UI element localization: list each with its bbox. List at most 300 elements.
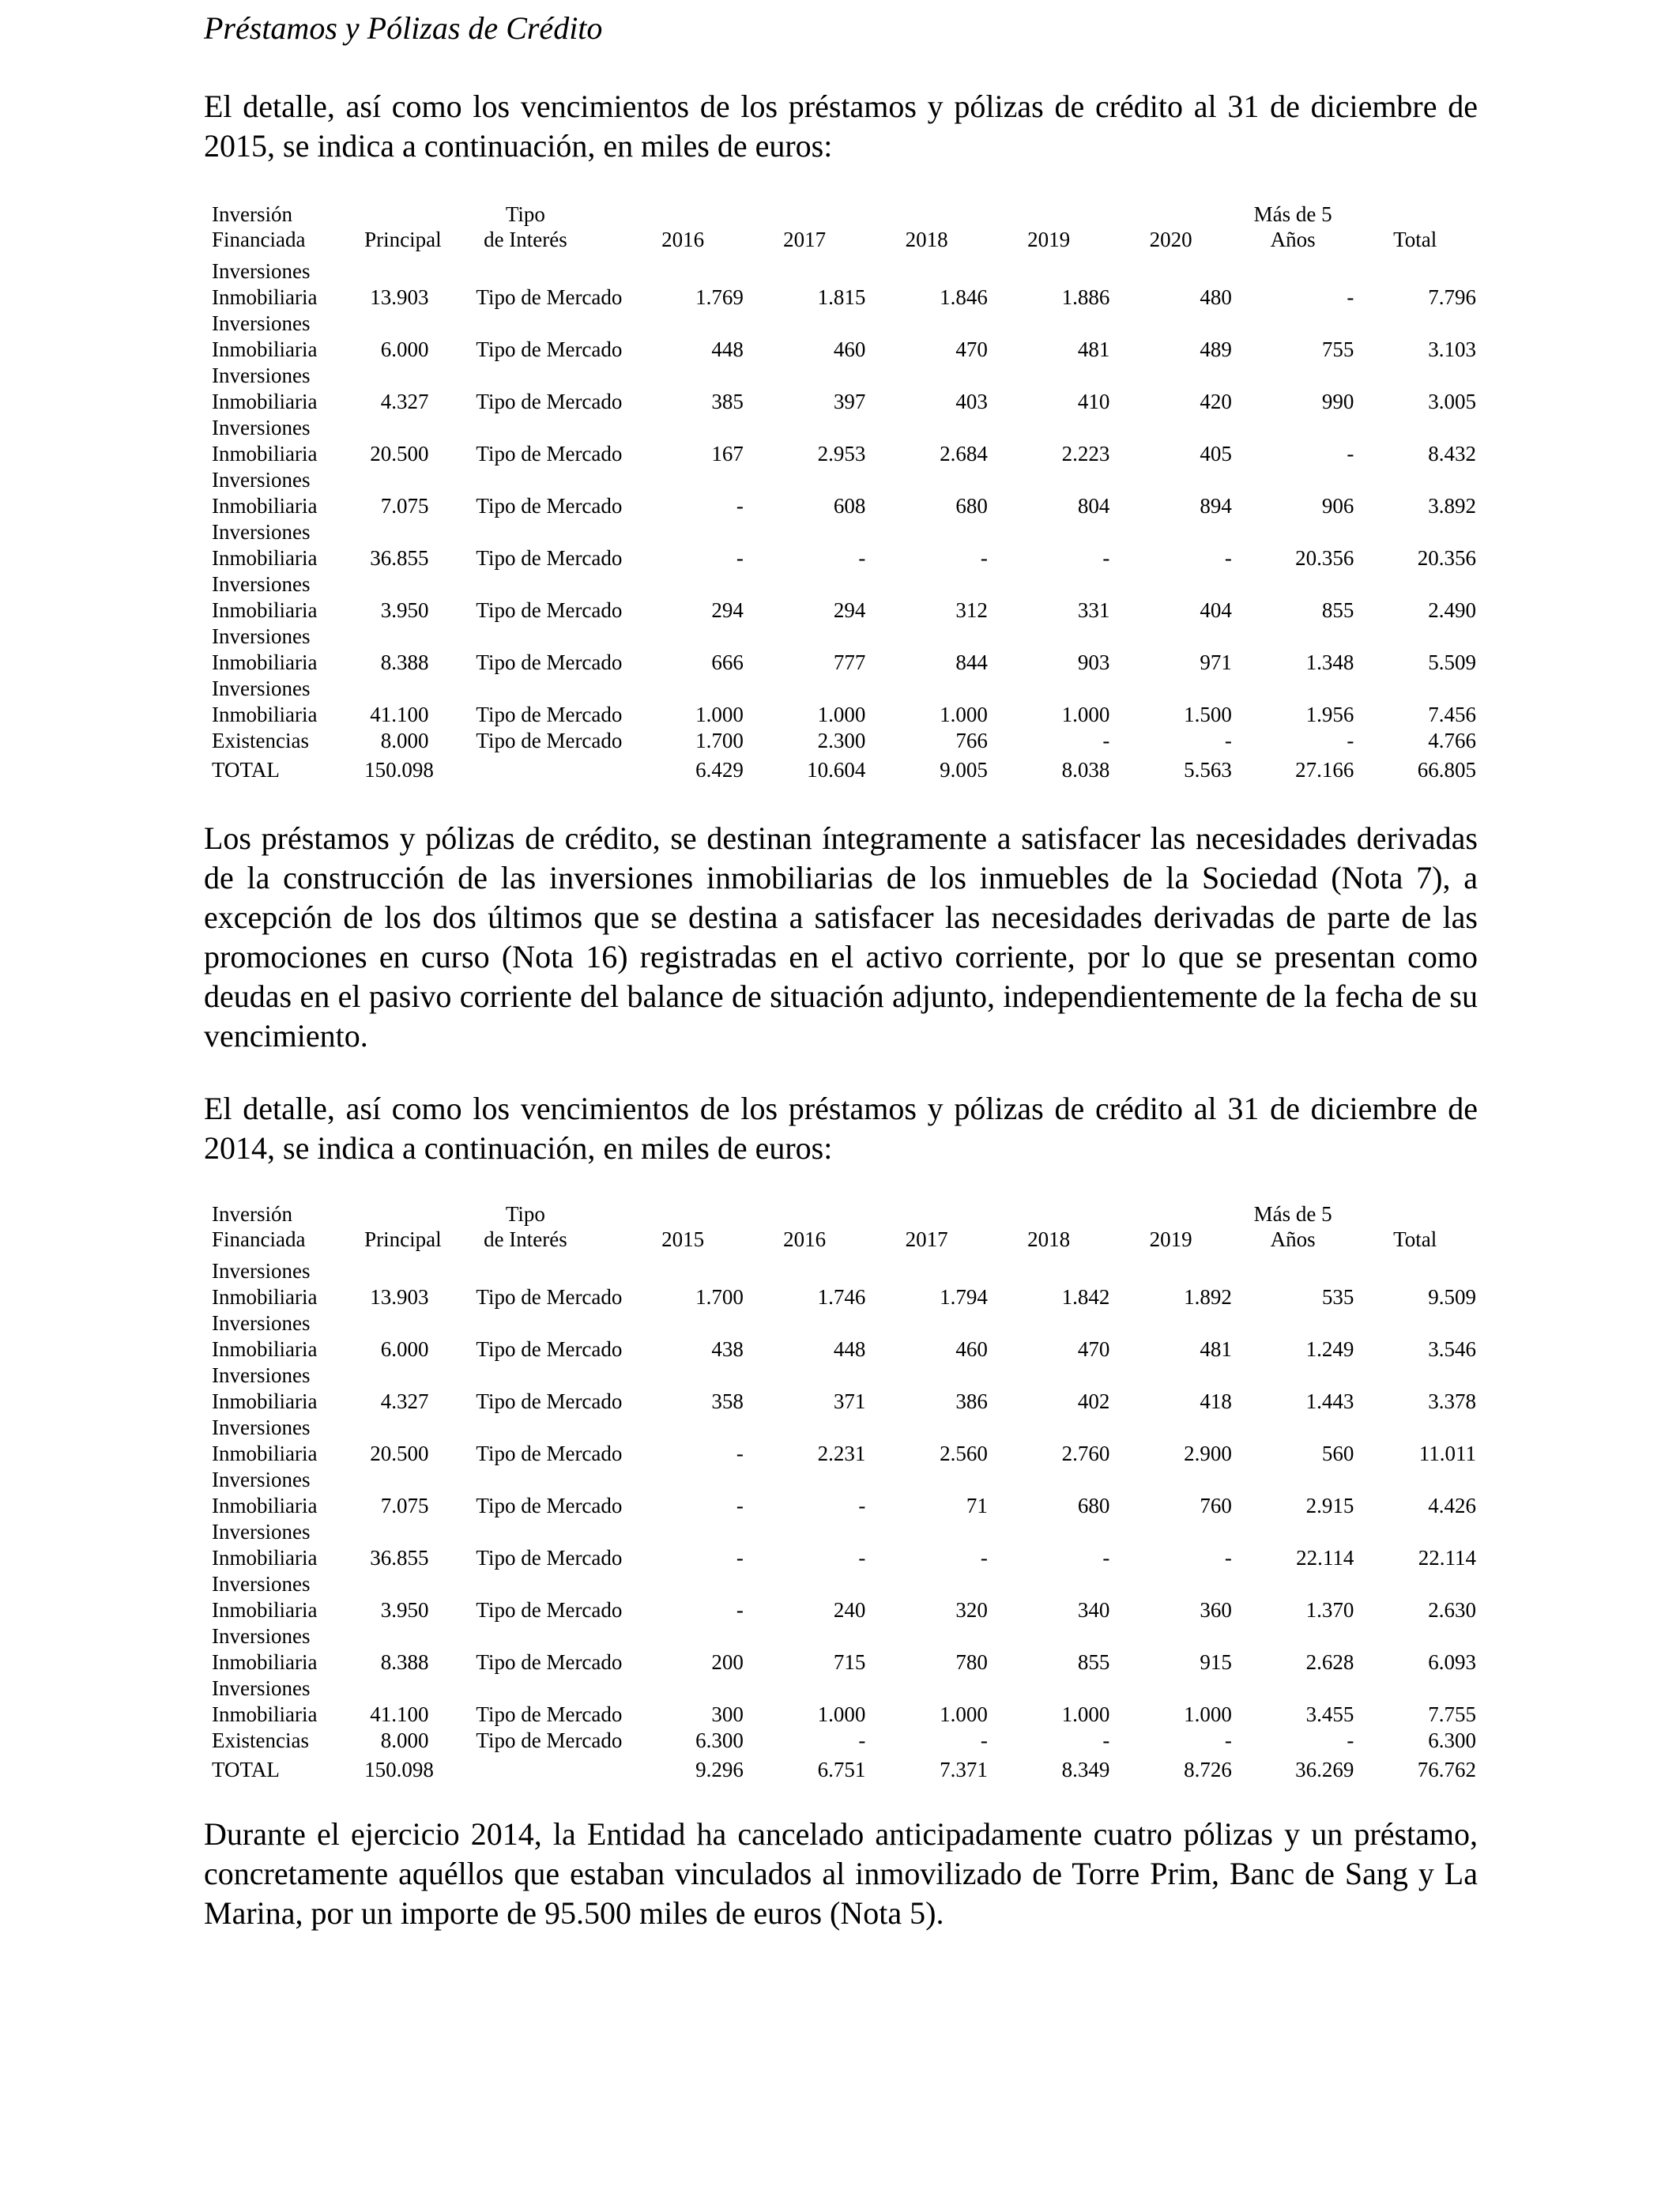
cell-inversion-line: Inversiones bbox=[212, 1676, 311, 1700]
header-tipo-line: de Interés bbox=[484, 228, 567, 251]
header-mas-5-line: Más de 5 bbox=[1253, 202, 1332, 226]
cell-inversion-line: Inmobiliaria bbox=[212, 650, 318, 674]
cell-value: 438 bbox=[711, 1337, 744, 1361]
cell-principal: 20.500 bbox=[370, 442, 429, 466]
header-tipo-line: de Interés bbox=[484, 1227, 567, 1251]
header-row bbox=[212, 202, 1476, 258]
cell-tipo: Tipo de Mercado bbox=[476, 546, 623, 570]
cell-principal: 8.000 bbox=[380, 729, 429, 752]
cell-value: 1.000 bbox=[1061, 1702, 1110, 1726]
header-inversion bbox=[212, 1201, 364, 1258]
cell-value: 300 bbox=[711, 1702, 744, 1726]
cell-principal: 13.903 bbox=[370, 1285, 429, 1309]
cell-value: 780 bbox=[955, 1650, 988, 1674]
cell-value: 1.815 bbox=[817, 285, 866, 309]
total-row bbox=[212, 1754, 1476, 1783]
cell-value: 1.000 bbox=[695, 703, 744, 726]
header-year: 2018 bbox=[905, 228, 948, 251]
cell-tipo: Tipo de Mercado bbox=[476, 1285, 623, 1309]
table-row bbox=[212, 1258, 1476, 1310]
cell-value: 680 bbox=[1077, 1494, 1110, 1517]
cell-value: 2.223 bbox=[1061, 442, 1110, 466]
cell-inversion-line: Inmobiliaria bbox=[212, 1650, 318, 1674]
cell-value: 855 bbox=[1321, 598, 1354, 622]
cell-inversion bbox=[212, 363, 364, 415]
cell-value: - bbox=[736, 1546, 744, 1570]
cell-inversion-line: Inversiones bbox=[212, 1259, 311, 1283]
cell-inversion bbox=[212, 728, 364, 754]
table-row bbox=[212, 624, 1476, 676]
cell-principal: 36.855 bbox=[370, 546, 429, 570]
cell-inversion-line: Inversiones bbox=[212, 416, 311, 439]
cell-value: 410 bbox=[1077, 390, 1110, 413]
cell-inversion-line: Inversiones bbox=[212, 572, 311, 596]
header-year: 2017 bbox=[783, 228, 827, 251]
cell-value: 460 bbox=[955, 1337, 988, 1361]
cell-value: 20.356 bbox=[1417, 546, 1476, 570]
cell-total-principal: 150.098 bbox=[364, 1758, 434, 1781]
total-row bbox=[212, 754, 1476, 783]
cell-tipo: Tipo de Mercado bbox=[476, 703, 623, 726]
cell-value: - bbox=[1102, 546, 1110, 570]
cell-tipo: Tipo de Mercado bbox=[476, 1702, 623, 1726]
cell-value: 448 bbox=[833, 1337, 866, 1361]
cell-value: 608 bbox=[833, 494, 866, 518]
header-inversion-line: Financiada bbox=[212, 228, 306, 251]
cell-value: 1.842 bbox=[1061, 1285, 1110, 1309]
cell-value: 535 bbox=[1321, 1285, 1354, 1309]
cell-inversion-line: Inmobiliaria bbox=[212, 1494, 318, 1517]
table-row bbox=[212, 1728, 1476, 1754]
header-row bbox=[212, 1201, 1476, 1258]
cell-total-value: 6.429 bbox=[695, 758, 744, 782]
cell-value: - bbox=[1224, 1546, 1232, 1570]
cell-value: 903 bbox=[1077, 650, 1110, 674]
cell-value: - bbox=[736, 1442, 744, 1465]
cell-inversion-line: Inversiones bbox=[212, 311, 311, 335]
cell-inversion bbox=[212, 1676, 364, 1728]
cell-value: - bbox=[980, 1546, 988, 1570]
table-row bbox=[212, 1623, 1476, 1676]
cell-value: 386 bbox=[955, 1389, 988, 1413]
cell-inversion-line: Inmobiliaria bbox=[212, 285, 318, 309]
cell-principal: 4.327 bbox=[380, 390, 429, 413]
cell-value: 755 bbox=[1321, 337, 1354, 361]
cell-value: 1.000 bbox=[1061, 703, 1110, 726]
cell-inversion-line: Inmobiliaria bbox=[212, 442, 318, 466]
header-year: 2018 bbox=[1027, 1227, 1071, 1251]
header-year: 2019 bbox=[1149, 1227, 1192, 1251]
header-total: Total bbox=[1393, 1227, 1437, 1251]
cell-inversion-line: Inmobiliaria bbox=[212, 598, 318, 622]
header-mas-5 bbox=[1232, 1201, 1354, 1258]
cell-principal: 6.000 bbox=[380, 337, 429, 361]
cell-value: 915 bbox=[1200, 1650, 1232, 1674]
cell-inversion bbox=[212, 311, 364, 363]
table-row bbox=[212, 1310, 1476, 1363]
cell-value: 1.370 bbox=[1305, 1598, 1354, 1622]
cell-inversion-line: Inversiones bbox=[212, 1363, 311, 1387]
cell-total-value: 8.726 bbox=[1184, 1758, 1232, 1781]
cell-value: - bbox=[736, 546, 744, 570]
cell-value: 312 bbox=[955, 598, 988, 622]
table-row bbox=[212, 258, 1476, 311]
section-title: Préstamos y Pólizas de Crédito bbox=[204, 10, 603, 46]
table-row bbox=[212, 676, 1476, 728]
cell-total-value: 66.805 bbox=[1417, 758, 1476, 782]
cell-inversion-line: Inmobiliaria bbox=[212, 337, 318, 361]
cell-value: 480 bbox=[1200, 285, 1232, 309]
cell-value: 294 bbox=[711, 598, 744, 622]
cell-inversion-line: Inversiones bbox=[212, 520, 311, 544]
header-year: 2020 bbox=[1149, 228, 1192, 251]
header-tipo-line: Tipo bbox=[505, 202, 545, 226]
cell-value: 3.892 bbox=[1428, 494, 1476, 518]
cell-value: 7.755 bbox=[1428, 1702, 1476, 1726]
header-tipo-line: Tipo bbox=[505, 1202, 545, 1226]
cell-value: 320 bbox=[955, 1598, 988, 1622]
cell-value: 22.114 bbox=[1296, 1546, 1354, 1570]
cell-tipo: Tipo de Mercado bbox=[476, 1494, 623, 1517]
cell-inversion bbox=[212, 1571, 364, 1623]
header-mas-5-line: Años bbox=[1270, 228, 1316, 251]
cell-value: 5.509 bbox=[1428, 650, 1476, 674]
cell-inversion-line: Existencias bbox=[212, 729, 309, 752]
cell-value: 2.915 bbox=[1305, 1494, 1354, 1517]
header-inversion-line: Inversión bbox=[212, 1202, 292, 1226]
cell-value: 844 bbox=[955, 650, 988, 674]
cell-inversion-line: Inversiones bbox=[212, 1572, 311, 1596]
cell-tipo: Tipo de Mercado bbox=[476, 650, 623, 674]
cell-tipo: Tipo de Mercado bbox=[476, 1728, 623, 1752]
cell-tipo: Tipo de Mercado bbox=[476, 1650, 623, 1674]
cell-inversion bbox=[212, 415, 364, 467]
cell-value: 340 bbox=[1077, 1598, 1110, 1622]
cell-total-value: 76.762 bbox=[1417, 1758, 1476, 1781]
cell-tipo: Tipo de Mercado bbox=[476, 1389, 623, 1413]
cell-inversion bbox=[212, 258, 364, 311]
cell-value: 971 bbox=[1200, 650, 1232, 674]
cell-value: 1.500 bbox=[1184, 703, 1232, 726]
header-mas-5-line: Más de 5 bbox=[1253, 1202, 1332, 1226]
cell-inversion-line: Inmobiliaria bbox=[212, 390, 318, 413]
table-row bbox=[212, 363, 1476, 415]
cell-principal: 41.100 bbox=[370, 703, 429, 726]
cell-value: 1.000 bbox=[940, 703, 988, 726]
cell-inversion-line: Inversiones bbox=[212, 259, 311, 283]
cell-inversion-line: Inversiones bbox=[212, 1468, 311, 1491]
cell-value: - bbox=[736, 494, 744, 518]
cell-value: 1.000 bbox=[1184, 1702, 1232, 1726]
cell-inversion-line: Inversiones bbox=[212, 677, 311, 700]
cell-inversion-line: Inversiones bbox=[212, 1416, 311, 1439]
paragraph-intro-2015: El detalle, así como los vencimientos de los préstamos y pólizas de crédito al 31 de diciembre de 2015, se indica a continuación, en miles de euros: bbox=[204, 89, 1478, 164]
cell-value: - bbox=[858, 1494, 866, 1517]
cell-inversion-line: Inmobiliaria bbox=[212, 1285, 318, 1309]
cell-value: 766 bbox=[955, 729, 988, 752]
cell-value: 894 bbox=[1200, 494, 1232, 518]
cell-value: - bbox=[1347, 442, 1354, 466]
cell-principal: 4.327 bbox=[380, 1389, 429, 1413]
loans-table-2015 bbox=[212, 202, 1476, 783]
cell-total-value: 5.563 bbox=[1184, 758, 1232, 782]
cell-total-value: 6.751 bbox=[817, 1758, 866, 1781]
cell-value: 489 bbox=[1200, 337, 1232, 361]
cell-inversion bbox=[212, 1258, 364, 1310]
cell-tipo: Tipo de Mercado bbox=[476, 442, 623, 466]
cell-value: 715 bbox=[833, 1650, 866, 1674]
cell-value: 371 bbox=[833, 1389, 866, 1413]
cell-inversion-line: Inmobiliaria bbox=[212, 1337, 318, 1361]
cell-value: 990 bbox=[1321, 390, 1354, 413]
header-principal: Principal bbox=[364, 228, 442, 251]
cell-value: 1.892 bbox=[1184, 1285, 1232, 1309]
cell-value: 4.426 bbox=[1428, 1494, 1476, 1517]
table-row bbox=[212, 1571, 1476, 1623]
cell-value: 200 bbox=[711, 1650, 744, 1674]
cell-inversion bbox=[212, 1310, 364, 1363]
cell-inversion bbox=[212, 1415, 364, 1467]
loans-table-2014 bbox=[212, 1201, 1476, 1783]
cell-value: 470 bbox=[1077, 1337, 1110, 1361]
cell-tipo: Tipo de Mercado bbox=[476, 1442, 623, 1465]
cell-principal: 6.000 bbox=[380, 1337, 429, 1361]
cell-value: 418 bbox=[1200, 1389, 1232, 1413]
cell-value: 402 bbox=[1077, 1389, 1110, 1413]
cell-value: 1.348 bbox=[1305, 650, 1354, 674]
cell-value: 2.628 bbox=[1305, 1650, 1354, 1674]
cell-value: 397 bbox=[833, 390, 866, 413]
cell-inversion-line: Inmobiliaria bbox=[212, 494, 318, 518]
cell-value: 760 bbox=[1200, 1494, 1232, 1517]
cell-value: 1.000 bbox=[817, 703, 866, 726]
cell-value: 420 bbox=[1200, 390, 1232, 413]
cell-value: 403 bbox=[955, 390, 988, 413]
cell-tipo: Tipo de Mercado bbox=[476, 390, 623, 413]
cell-value: 460 bbox=[833, 337, 866, 361]
cell-value: 2.231 bbox=[817, 1442, 866, 1465]
cell-principal: 3.950 bbox=[380, 598, 429, 622]
cell-value: 481 bbox=[1077, 337, 1110, 361]
cell-value: 855 bbox=[1077, 1650, 1110, 1674]
cell-value: 1.000 bbox=[940, 1702, 988, 1726]
cell-total-value: 36.269 bbox=[1295, 1758, 1354, 1781]
cell-total-label: TOTAL bbox=[212, 758, 280, 782]
cell-value: 1.700 bbox=[695, 729, 744, 752]
cell-value: - bbox=[1347, 729, 1354, 752]
header-total: Total bbox=[1393, 228, 1437, 251]
cell-value: 1.956 bbox=[1305, 703, 1354, 726]
cell-value: 385 bbox=[711, 390, 744, 413]
cell-value: 560 bbox=[1321, 1442, 1354, 1465]
cell-tipo: Tipo de Mercado bbox=[476, 729, 623, 752]
header-mas-5 bbox=[1232, 202, 1354, 258]
cell-value: 6.300 bbox=[695, 1728, 744, 1752]
cell-value: 358 bbox=[711, 1389, 744, 1413]
cell-tipo: Tipo de Mercado bbox=[476, 598, 623, 622]
cell-principal: 8.000 bbox=[380, 1728, 429, 1752]
cell-inversion bbox=[212, 519, 364, 571]
cell-value: 2.684 bbox=[940, 442, 988, 466]
cell-value: 1.249 bbox=[1305, 1337, 1354, 1361]
cell-inversion bbox=[212, 1467, 364, 1519]
cell-inversion-line: Inmobiliaria bbox=[212, 703, 318, 726]
header-mas-5-line: Años bbox=[1270, 1227, 1316, 1251]
paragraph-intro-2014: El detalle, así como los vencimientos de los préstamos y pólizas de crédito al 31 de diciembre de 2014, se indica a continuación, en miles de euros: bbox=[204, 1091, 1478, 1166]
cell-value: - bbox=[1347, 285, 1354, 309]
table-row bbox=[212, 415, 1476, 467]
cell-value: 2.760 bbox=[1061, 1442, 1110, 1465]
table-row bbox=[212, 1415, 1476, 1467]
header-year: 2015 bbox=[661, 1227, 705, 1251]
cell-value: 405 bbox=[1200, 442, 1232, 466]
cell-principal: 41.100 bbox=[370, 1702, 429, 1726]
cell-value: - bbox=[1102, 729, 1110, 752]
header-inversion bbox=[212, 202, 364, 258]
cell-value: 331 bbox=[1077, 598, 1110, 622]
cell-value: 1.700 bbox=[695, 1285, 744, 1309]
cell-inversion bbox=[212, 676, 364, 728]
cell-inversion-line: Existencias bbox=[212, 1728, 309, 1752]
cell-total-value: 10.604 bbox=[807, 758, 866, 782]
table-row bbox=[212, 728, 1476, 754]
cell-value: 3.005 bbox=[1428, 390, 1476, 413]
cell-principal: 20.500 bbox=[370, 1442, 429, 1465]
cell-inversion-line: Inversiones bbox=[212, 1311, 311, 1335]
cell-value: 470 bbox=[955, 337, 988, 361]
cell-value: 3.103 bbox=[1428, 337, 1476, 361]
cell-inversion bbox=[212, 1519, 364, 1571]
header-year: 2019 bbox=[1027, 228, 1071, 251]
cell-total-tipo bbox=[428, 1754, 622, 1783]
cell-inversion-line: Inmobiliaria bbox=[212, 1702, 318, 1726]
cell-value: 2.560 bbox=[940, 1442, 988, 1465]
cell-total-label: TOTAL bbox=[212, 1758, 280, 1781]
cell-value: 680 bbox=[955, 494, 988, 518]
cell-value: - bbox=[1347, 1728, 1354, 1752]
cell-value: 2.300 bbox=[817, 729, 866, 752]
cell-value: 7.796 bbox=[1428, 285, 1476, 309]
table-row bbox=[212, 1519, 1476, 1571]
cell-principal: 8.388 bbox=[380, 650, 429, 674]
table-row bbox=[212, 519, 1476, 571]
cell-principal: 7.075 bbox=[380, 494, 429, 518]
table-row bbox=[212, 1467, 1476, 1519]
cell-principal: 7.075 bbox=[380, 1494, 429, 1517]
cell-value: 804 bbox=[1077, 494, 1110, 518]
cell-value: 3.546 bbox=[1428, 1337, 1476, 1361]
cell-value: 3.455 bbox=[1305, 1702, 1354, 1726]
cell-total-principal: 150.098 bbox=[364, 758, 434, 782]
table-row bbox=[212, 311, 1476, 363]
cell-value: - bbox=[736, 1598, 744, 1622]
cell-inversion-line: Inversiones bbox=[212, 624, 311, 648]
cell-total-value: 8.038 bbox=[1061, 758, 1110, 782]
cell-total-tipo bbox=[428, 754, 622, 783]
cell-tipo: Tipo de Mercado bbox=[476, 1337, 623, 1361]
cell-principal: 3.950 bbox=[380, 1598, 429, 1622]
cell-value: 2.900 bbox=[1184, 1442, 1232, 1465]
cell-value: 404 bbox=[1200, 598, 1232, 622]
table-row bbox=[212, 1363, 1476, 1415]
cell-total-value: 7.371 bbox=[940, 1758, 988, 1781]
cell-value: 360 bbox=[1200, 1598, 1232, 1622]
table-row bbox=[212, 571, 1476, 624]
cell-value: 167 bbox=[711, 442, 744, 466]
header-year: 2016 bbox=[783, 1227, 827, 1251]
cell-value: 8.432 bbox=[1428, 442, 1476, 466]
table-row bbox=[212, 467, 1476, 519]
cell-value: - bbox=[858, 1728, 866, 1752]
cell-value: 20.356 bbox=[1295, 546, 1354, 570]
cell-inversion-line: Inmobiliaria bbox=[212, 1546, 318, 1570]
cell-inversion-line: Inmobiliaria bbox=[212, 546, 318, 570]
cell-inversion-line: Inversiones bbox=[212, 468, 311, 492]
cell-value: 22.114 bbox=[1418, 1546, 1476, 1570]
cell-principal: 8.388 bbox=[380, 1650, 429, 1674]
paragraph-destino: Los préstamos y pólizas de crédito, se destinan íntegramente a satisfacer las necesidades derivadas de la construcción de las inversiones inmobiliarias de los inmuebles de la Sociedad (Nota 7), a excepción de los dos últimos que se destina a satisfacer las necesidades derivadas de parte de las promociones en curso (Nota 16) registradas en el activo corriente, por lo que se presentan como deudas en el pasivo corriente del balance de situación adjunto, independientemente de la fecha de su vencimiento. bbox=[204, 820, 1478, 1054]
cell-inversion bbox=[212, 1728, 364, 1754]
cell-inversion-line: Inmobiliaria bbox=[212, 1442, 318, 1465]
cell-value: 481 bbox=[1200, 1337, 1232, 1361]
cell-inversion-line: Inversiones bbox=[212, 364, 311, 387]
cell-value: - bbox=[858, 1546, 866, 1570]
table-row bbox=[212, 1676, 1476, 1728]
header-year: 2016 bbox=[661, 228, 705, 251]
cell-value: - bbox=[736, 1494, 744, 1517]
cell-value: - bbox=[1224, 1728, 1232, 1752]
cell-value: 448 bbox=[711, 337, 744, 361]
cell-value: 6.093 bbox=[1428, 1650, 1476, 1674]
cell-total-value: 27.166 bbox=[1295, 758, 1354, 782]
cell-value: 6.300 bbox=[1428, 1728, 1476, 1752]
header-year: 2017 bbox=[905, 1227, 948, 1251]
cell-value: 9.509 bbox=[1428, 1285, 1476, 1309]
cell-total-value: 8.349 bbox=[1061, 1758, 1110, 1781]
cell-value: 777 bbox=[833, 650, 866, 674]
cell-total-value: 9.005 bbox=[940, 758, 988, 782]
header-inversion-line: Financiada bbox=[212, 1227, 306, 1251]
cell-inversion-line: Inmobiliaria bbox=[212, 1389, 318, 1413]
cell-value: 294 bbox=[833, 598, 866, 622]
cell-inversion bbox=[212, 1363, 364, 1415]
cell-value: - bbox=[1102, 1546, 1110, 1570]
cell-value: 1.794 bbox=[940, 1285, 988, 1309]
header-principal: Principal bbox=[364, 1227, 442, 1251]
cell-value: - bbox=[980, 1728, 988, 1752]
cell-inversion-line: Inversiones bbox=[212, 1624, 311, 1648]
cell-value: 1.846 bbox=[940, 285, 988, 309]
cell-inversion bbox=[212, 571, 364, 624]
cell-tipo: Tipo de Mercado bbox=[476, 494, 623, 518]
cell-value: - bbox=[980, 546, 988, 570]
cell-value: 240 bbox=[833, 1598, 866, 1622]
cell-value: - bbox=[1102, 1728, 1110, 1752]
cell-value: 2.953 bbox=[817, 442, 866, 466]
cell-value: 4.766 bbox=[1428, 729, 1476, 752]
cell-inversion bbox=[212, 1623, 364, 1676]
cell-tipo: Tipo de Mercado bbox=[476, 1546, 623, 1570]
cell-value: 666 bbox=[711, 650, 744, 674]
cell-inversion-line: Inversiones bbox=[212, 1520, 311, 1544]
cell-principal: 13.903 bbox=[370, 285, 429, 309]
cell-value: 2.490 bbox=[1428, 598, 1476, 622]
cell-value: 1.443 bbox=[1305, 1389, 1354, 1413]
header-tipo bbox=[428, 1201, 622, 1258]
cell-value: 3.378 bbox=[1428, 1389, 1476, 1413]
cell-value: 11.011 bbox=[1418, 1442, 1476, 1465]
cell-value: 906 bbox=[1321, 494, 1354, 518]
